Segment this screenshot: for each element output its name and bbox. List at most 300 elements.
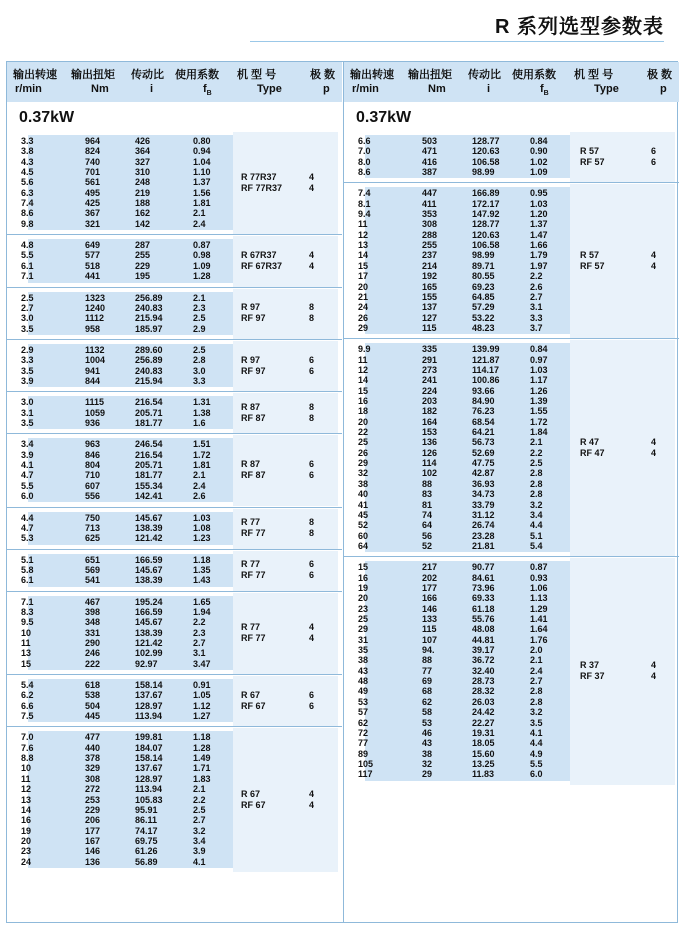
cell-ratio: 84.61 (472, 572, 495, 583)
header-speed-unit: r/min (15, 83, 42, 95)
group-separator (7, 433, 342, 434)
model-type: R 97 (241, 354, 261, 365)
cell-ratio: 48.08 (472, 624, 495, 635)
cell-speed: 3.9 (21, 449, 34, 460)
pole-count: 6 (309, 470, 315, 481)
cell-torque: 246 (85, 648, 101, 659)
cell-speed: 5.1 (21, 554, 34, 565)
cell-torque: 29 (422, 769, 433, 780)
cell-ratio: 47.75 (472, 458, 495, 469)
cell-sf: 1.72 (193, 449, 211, 460)
table-row (7, 408, 342, 418)
cell-ratio: 44.81 (472, 634, 495, 645)
cell-ratio: 48.23 (472, 322, 495, 333)
cell-speed: 7.1 (21, 596, 34, 607)
cell-torque: 133 (422, 614, 438, 625)
cell-ratio: 68.54 (472, 416, 495, 427)
cell-torque: 824 (85, 146, 101, 157)
group-separator (7, 674, 342, 675)
cell-sf: 1.55 (530, 406, 548, 417)
cell-torque: 164 (422, 416, 438, 427)
cell-sf: 1.65 (193, 596, 211, 607)
cell-speed: 8.1 (358, 198, 371, 209)
table-row (7, 198, 342, 208)
cell-speed: 4.3 (21, 156, 34, 167)
group (7, 593, 342, 674)
cell-torque: 713 (85, 522, 101, 533)
cell-speed: 57 (358, 707, 369, 718)
cell-speed: 16 (358, 396, 369, 407)
header-model-unit: Type (594, 83, 619, 95)
cell-speed: 77 (358, 738, 369, 749)
header-speed-unit: r/min (352, 83, 379, 95)
cell-torque: 503 (422, 136, 438, 146)
cell-ratio: 255 (135, 250, 151, 261)
cell-torque: 146 (422, 603, 438, 614)
model-type: RF 57 (580, 260, 605, 271)
pole-count: 6 (309, 365, 315, 376)
table-row (344, 199, 679, 209)
cell-speed: 16 (358, 572, 369, 583)
table-row (344, 645, 679, 655)
cell-ratio: 57.29 (472, 302, 495, 313)
cell-ratio: 113.94 (135, 784, 163, 795)
group (7, 435, 342, 506)
cell-ratio: 100.86 (472, 375, 500, 386)
cell-speed: 2.5 (21, 292, 34, 303)
cell-torque: 625 (85, 533, 101, 544)
model-type: R 67R37 (241, 249, 277, 260)
cell-ratio: 106.58 (472, 156, 500, 167)
cell-torque: 32 (422, 758, 433, 769)
cell-sf: 2.9 (193, 323, 206, 334)
cell-torque: 416 (422, 156, 438, 167)
model-type: RF 67R37 (241, 260, 283, 271)
table-row (344, 489, 679, 499)
cell-ratio: 69.33 (472, 593, 495, 604)
cell-torque: 203 (422, 396, 438, 407)
cell-torque: 68 (422, 686, 433, 697)
cell-ratio: 181.77 (135, 418, 163, 429)
pole-count: 4 (309, 621, 315, 632)
cell-ratio: 105.83 (135, 794, 163, 805)
cell-speed: 3.1 (21, 407, 34, 418)
table-header (344, 62, 679, 102)
table-row (7, 491, 342, 501)
group (7, 341, 342, 391)
pole-count: 4 (309, 182, 315, 193)
cell-ratio: 185.97 (135, 323, 163, 334)
cell-sf: 1.05 (193, 690, 211, 701)
cell-speed: 14 (358, 375, 369, 386)
cell-ratio: 195.24 (135, 596, 163, 607)
power-rating: 0.37kW (356, 109, 412, 126)
pole-count: 6 (651, 156, 657, 167)
table-row (344, 406, 679, 416)
cell-sf: 1.76 (530, 634, 548, 645)
table-row (7, 774, 342, 784)
cell-sf: 1.31 (193, 397, 211, 408)
table-row (344, 562, 679, 572)
cell-torque: 206 (85, 815, 101, 826)
table-row (344, 749, 679, 759)
cell-ratio: 240.83 (135, 365, 163, 376)
cell-speed: 19 (21, 825, 32, 836)
cell-sf: 1.83 (193, 773, 211, 784)
model-type: RF 77R37 (241, 182, 283, 193)
cell-torque: 387 (422, 167, 438, 178)
pole-count: 4 (309, 788, 315, 799)
table-row (7, 481, 342, 491)
cell-speed: 3.9 (21, 375, 34, 386)
cell-torque: 941 (85, 365, 101, 376)
cell-sf: 2.7 (530, 676, 543, 687)
table-row (344, 686, 679, 696)
table-row (344, 427, 679, 437)
cell-ratio: 246.54 (135, 439, 163, 450)
cell-sf: 2.1 (530, 437, 543, 448)
cell-torque: 445 (85, 711, 101, 722)
cell-torque: 107 (422, 634, 438, 645)
cell-sf: 5.1 (530, 530, 543, 541)
cell-speed: 6.2 (21, 690, 34, 701)
cell-torque: 504 (85, 700, 101, 711)
cell-speed: 19 (358, 582, 369, 593)
cell-ratio: 69.75 (135, 835, 158, 846)
cell-sf: 1.66 (530, 240, 548, 251)
cell-ratio: 229 (135, 260, 151, 271)
cell-sf: 2.4 (193, 218, 206, 229)
table-row (344, 261, 679, 271)
cell-speed: 3.8 (21, 146, 34, 157)
cell-torque: 166 (422, 593, 438, 604)
cell-torque: 447 (422, 188, 438, 199)
cell-ratio: 69.23 (472, 281, 495, 292)
cell-speed: 11 (358, 354, 368, 365)
cell-ratio: 205.71 (135, 460, 163, 471)
cell-ratio: 120.63 (472, 229, 500, 240)
cell-ratio: 166.59 (135, 554, 163, 565)
cell-sf: 2.2 (530, 271, 543, 282)
pole-count: 6 (309, 689, 315, 700)
cell-sf: 2.4 (193, 480, 206, 491)
cell-sf: 0.90 (530, 146, 548, 157)
cell-sf: 1.18 (193, 732, 211, 743)
cell-ratio: 327 (135, 156, 151, 167)
cell-torque: 273 (422, 364, 438, 375)
cell-torque: 115 (422, 322, 437, 333)
cell-ratio: 138.39 (135, 522, 163, 533)
cell-ratio: 89.71 (472, 260, 495, 271)
cell-sf: 2.6 (530, 281, 543, 292)
table-row (344, 219, 679, 229)
cell-speed: 9.8 (21, 218, 34, 229)
cell-torque: 308 (85, 773, 101, 784)
cell-sf: 1.03 (193, 512, 211, 523)
table-row (344, 355, 679, 365)
group (344, 558, 679, 784)
cell-ratio: 113.94 (135, 711, 163, 722)
cell-sf: 2.8 (530, 478, 543, 489)
cell-torque: 182 (422, 406, 438, 417)
cell-sf: 1.43 (193, 575, 211, 586)
cell-torque: 1240 (85, 302, 106, 313)
cell-sf: 4.4 (530, 520, 543, 531)
cell-sf: 3.4 (530, 509, 543, 520)
table-row (344, 448, 679, 458)
cell-ratio: 248 (135, 177, 151, 188)
cell-speed: 53 (358, 696, 369, 707)
cell-ratio: 138.39 (135, 575, 163, 586)
cell-speed: 24 (21, 856, 32, 867)
cell-sf: 0.80 (193, 136, 211, 146)
table-row (344, 417, 679, 427)
cell-sf: 1.56 (193, 187, 211, 198)
header-service-factor: 使用系数 (175, 69, 219, 81)
cell-speed: 20 (358, 281, 369, 292)
cell-torque: 1132 (85, 344, 105, 355)
cell-sf: 3.0 (193, 365, 206, 376)
cell-ratio: 121.87 (472, 354, 500, 365)
cell-torque: 94. (422, 645, 435, 656)
cell-speed: 2.9 (21, 344, 34, 355)
table-row (7, 711, 342, 721)
cell-ratio: 426 (135, 136, 151, 146)
pole-count: 4 (651, 249, 657, 260)
model-type: RF 37 (580, 670, 605, 681)
table-row (7, 753, 342, 763)
table-row (7, 439, 342, 449)
model-type: RF 97 (241, 365, 266, 376)
cell-sf: 2.0 (530, 645, 543, 656)
cell-ratio: 142 (135, 218, 151, 229)
cell-torque: 224 (422, 385, 438, 396)
cell-sf: 1.84 (530, 427, 548, 438)
power-rating: 0.37kW (19, 109, 75, 126)
cell-sf: 3.4 (193, 835, 206, 846)
cell-ratio: 219 (135, 187, 151, 198)
cell-ratio: 145.67 (135, 512, 163, 523)
cell-speed: 7.1 (21, 271, 34, 282)
table-row (7, 826, 342, 836)
table-row (344, 365, 679, 375)
model-type: RF 67 (241, 799, 266, 810)
table-row (344, 302, 679, 312)
cell-ratio: 32.40 (472, 665, 495, 676)
cell-ratio: 289.60 (135, 344, 163, 355)
cell-ratio: 158.14 (135, 753, 163, 764)
cell-ratio: 22.27 (472, 717, 495, 728)
pole-count: 4 (651, 670, 657, 681)
cell-torque: 1059 (85, 407, 106, 418)
pole-count: 4 (309, 171, 315, 182)
cell-torque: 750 (85, 512, 101, 523)
header-row-labels (344, 66, 679, 84)
header-model: 机 型 号 (574, 69, 614, 81)
table-row (344, 396, 679, 406)
cell-sf: 1.97 (530, 260, 548, 271)
cell-sf: 1.37 (193, 177, 211, 188)
table-row (344, 437, 679, 447)
group-separator (7, 234, 342, 235)
cell-sf: 0.84 (530, 344, 548, 355)
cell-torque: 561 (85, 177, 101, 188)
table-row (344, 510, 679, 520)
cell-sf: 1.51 (193, 439, 211, 450)
table-row (7, 607, 342, 617)
cell-speed: 32 (358, 468, 369, 479)
table-row (344, 146, 679, 156)
cell-speed: 26 (358, 447, 369, 458)
cell-speed: 7.4 (358, 188, 371, 199)
cell-ratio: 33.79 (472, 499, 495, 510)
cell-sf: 1.28 (193, 742, 211, 753)
cell-ratio: 128.97 (135, 700, 163, 711)
cell-ratio: 121.42 (135, 533, 163, 544)
cell-torque: 43 (422, 738, 433, 749)
cell-torque: 321 (85, 218, 101, 229)
table-row (7, 597, 342, 607)
cell-speed: 13 (358, 240, 369, 251)
cell-torque: 58 (422, 707, 433, 718)
cell-sf: 2.1 (193, 208, 206, 219)
pole-count: 4 (651, 659, 657, 670)
pole-count: 4 (309, 260, 315, 271)
cell-speed: 7.6 (21, 742, 34, 753)
cell-speed: 117 (358, 769, 373, 780)
pole-count: 4 (309, 249, 315, 260)
cell-sf: 1.13 (530, 593, 548, 604)
cell-ratio: 128.77 (472, 136, 500, 146)
cell-ratio: 13.25 (472, 758, 495, 769)
header-speed: 输出转速 (13, 69, 57, 81)
cell-torque: 136 (85, 856, 101, 867)
cell-speed: 7.5 (21, 711, 34, 722)
table-row (7, 659, 342, 669)
cell-speed: 3.0 (21, 313, 34, 324)
cell-ratio: 28.32 (472, 686, 495, 697)
cell-torque: 153 (422, 427, 438, 438)
cell-torque: 291 (422, 354, 438, 365)
cell-ratio: 76.23 (472, 406, 495, 417)
table-row (7, 303, 342, 313)
table-row (344, 573, 679, 583)
header-poles-unit: p (323, 83, 330, 95)
cell-torque: 963 (85, 439, 101, 450)
model-type: R 97 (241, 302, 261, 313)
header-model-unit: Type (257, 83, 282, 95)
cell-sf: 2.1 (530, 655, 543, 666)
cell-sf: 3.9 (193, 846, 206, 857)
cell-torque: 440 (85, 742, 101, 753)
cell-sf: 1.49 (193, 753, 211, 764)
cell-sf: 5.4 (530, 540, 543, 551)
cell-torque: 222 (85, 658, 101, 669)
cell-sf: 2.3 (193, 302, 206, 313)
model-type: R 47 (580, 436, 600, 447)
table-row (7, 397, 342, 407)
cell-sf: 0.97 (530, 354, 548, 365)
cell-torque: 53 (422, 717, 433, 728)
cell-ratio: 162 (135, 208, 151, 219)
table-row (7, 648, 342, 658)
table-row (7, 513, 342, 523)
cell-torque: 649 (85, 240, 101, 251)
cell-speed: 12 (21, 784, 32, 795)
model-type: R 87 (241, 401, 261, 412)
cell-torque: 936 (85, 418, 101, 429)
cell-speed: 8.6 (358, 167, 371, 178)
table-row (344, 292, 679, 302)
cell-speed: 35 (358, 645, 369, 656)
cell-torque: 255 (422, 240, 438, 251)
cell-sf: 1.20 (530, 209, 548, 220)
cell-speed: 31 (358, 634, 369, 645)
table-row (7, 208, 342, 218)
cell-torque: 367 (85, 208, 101, 219)
cell-torque: 335 (422, 344, 438, 355)
table-row (344, 323, 679, 333)
cell-speed: 9.5 (21, 617, 34, 628)
table-row (7, 836, 342, 846)
cell-torque: 569 (85, 564, 101, 575)
cell-ratio: 26.74 (472, 520, 495, 531)
cell-sf: 1.26 (530, 385, 548, 396)
group-separator (7, 549, 342, 550)
table-row (7, 617, 342, 627)
cell-ratio: 106.58 (472, 240, 500, 251)
cell-ratio: 98.99 (472, 167, 495, 178)
cell-speed: 3.4 (21, 439, 34, 450)
cell-sf: 1.29 (530, 603, 548, 614)
cell-torque: 701 (85, 167, 101, 178)
cell-torque: 518 (85, 260, 101, 271)
table-row (7, 355, 342, 365)
cell-sf: 5.5 (530, 758, 543, 769)
cell-sf: 1.03 (530, 198, 548, 209)
table-row (7, 743, 342, 753)
cell-speed: 17 (358, 271, 369, 282)
cell-ratio: 52.69 (472, 447, 495, 458)
table-row (344, 188, 679, 198)
cell-ratio: 11.83 (472, 769, 495, 780)
cell-ratio: 310 (135, 167, 151, 178)
cell-speed: 3.3 (21, 136, 34, 146)
cell-torque: 69 (422, 676, 433, 687)
cell-sf: 2.7 (193, 637, 206, 648)
table-row (7, 418, 342, 428)
cell-torque: 398 (85, 606, 101, 617)
cell-ratio: 137.67 (135, 763, 163, 774)
cell-sf: 1.37 (530, 219, 548, 230)
cell-speed: 45 (358, 509, 369, 520)
table-row (7, 146, 342, 156)
cell-speed: 5.5 (21, 480, 34, 491)
cell-ratio: 36.72 (472, 655, 495, 666)
cell-sf: 1.02 (530, 156, 548, 167)
table-row (7, 167, 342, 177)
cell-torque: 46 (422, 727, 433, 738)
table-row (7, 376, 342, 386)
cell-ratio: 139.99 (472, 344, 500, 355)
table-row (344, 531, 679, 541)
table-row (344, 707, 679, 717)
cell-speed: 6.0 (21, 491, 34, 502)
cell-sf: 1.64 (530, 624, 548, 635)
cell-ratio: 53.22 (472, 312, 495, 323)
cell-speed: 72 (358, 727, 369, 738)
cell-torque: 577 (85, 250, 101, 261)
